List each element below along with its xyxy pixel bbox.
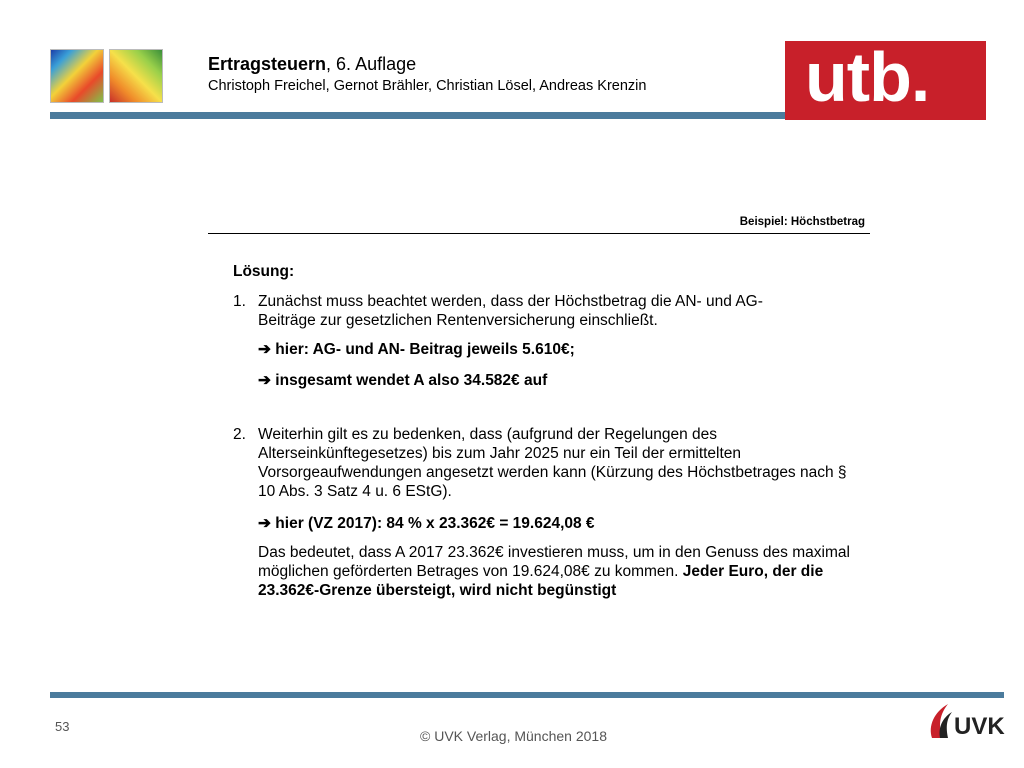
svg-text:UVK: UVK	[954, 713, 1005, 740]
arrow-line-1: ➔ hier: AG- und AN- Beitrag jeweils 5.610€;	[258, 341, 575, 358]
item2-number: 2.	[233, 426, 246, 443]
arrow-icon: ➔	[258, 515, 276, 532]
book-authors: Christoph Freichel, Gernot Brähler, Christian Lösel, Andreas Krenzin	[208, 78, 647, 94]
solution-heading: Lösung:	[233, 263, 295, 280]
arrow-line-3: ➔ hier (VZ 2017): 84 % x 23.362€ = 19.624,08 €	[258, 515, 595, 532]
item1-number: 1.	[233, 293, 246, 310]
page-number: 53	[55, 719, 70, 734]
copyright: © UVK Verlag, München 2018	[420, 728, 607, 744]
item2-note-bold: Jeder Euro, der die 23.362€-Grenze übersteigt, wird nicht begünstigt	[258, 563, 824, 599]
book-title: Ertragsteuern, 6. Auflage	[208, 54, 417, 74]
footer-rule	[50, 692, 1004, 698]
arrow-icon: ➔	[258, 341, 276, 358]
arrow-line-2: ➔ insgesamt wendet A also 34.582€ auf	[258, 372, 548, 389]
uvk-logo	[926, 702, 1006, 742]
utb-logo: utb.	[785, 41, 986, 120]
cover-thumbnail-1	[50, 49, 104, 103]
label-rule	[208, 233, 870, 234]
cover-thumbnail-2	[109, 49, 163, 103]
item2-note: Das bedeutet, dass A 2017 23.362€ investieren muss, um in den Genuss des maximal möglichen geförderten Betrages von 19.624,08€ zu kommen. Jeder Euro, der die 23.362€-Grenze übersteigt, wird nicht begünstigt	[258, 544, 850, 599]
header-rule	[50, 112, 850, 119]
item2-text: Weiterhin gilt es zu bedenken, dass (aufgrund der Regelungen des Alterseinkünftegesetzes) bis zum Jahr 2025 nur ein Teil der ermittelten Vorsorgeaufwendungen angesetzt werden kann (Kürzung des Höchstbetrages nach § 10 Abs. 3 Satz 4 u. 6 EStG).	[258, 426, 847, 500]
item1-text: Zunächst muss beachtet werden, dass der Höchstbetrag die AN- und AG-Beiträge zur gesetzlichen Rentenversicherung einschließt.	[258, 293, 763, 329]
slide-label: Beispiel: Höchstbetrag	[739, 216, 865, 228]
arrow-icon: ➔	[258, 372, 276, 389]
